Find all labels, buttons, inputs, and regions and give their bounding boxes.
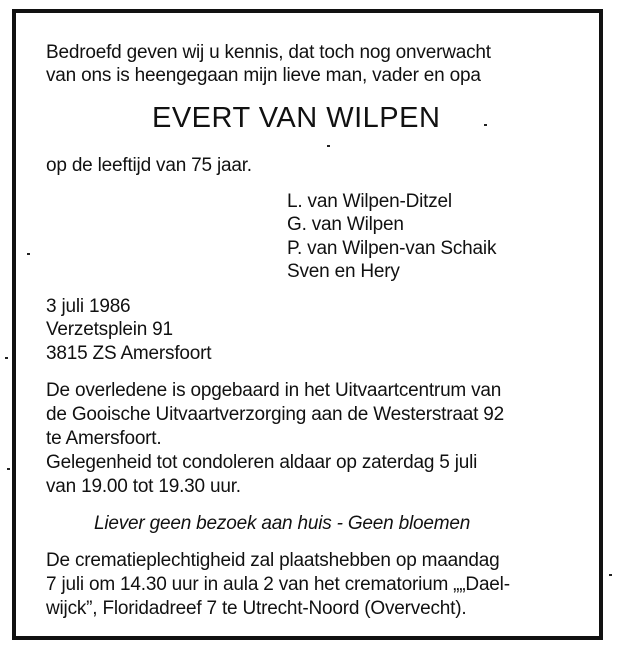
date-line: 3 juli 1986 <box>46 296 131 317</box>
print-speck <box>27 253 30 255</box>
deceased-name: EVERT VAN WILPEN <box>152 102 441 134</box>
cremation-line-2: 7 juli om 14.30 uur in aula 2 van het crematorium „„Dael- <box>46 574 510 595</box>
viewing-line-2: de Gooische Uitvaartverzorging aan de Westerstraat 92 <box>46 404 504 425</box>
print-speck <box>7 468 10 470</box>
age-line: op de leeftijd van 75 jaar. <box>46 155 252 176</box>
cremation-line-3: wijck”, Floridadreef 7 te Utrecht-Noord (Overvecht). <box>46 598 467 619</box>
print-speck <box>327 145 330 147</box>
family-member-2: G. van Wilpen <box>287 214 404 235</box>
print-speck <box>5 357 8 359</box>
viewing-line-4: Gelegenheid tot condoleren aldaar op zaterdag 5 juli <box>46 452 478 473</box>
print-speck <box>484 124 487 126</box>
viewing-line-1: De overledene is opgebaard in het Uitvaartcentrum van <box>46 380 502 401</box>
family-member-3: P. van Wilpen-van Schaik <box>287 238 497 259</box>
cremation-line-1: De crematieplechtigheid zal plaatshebben op maandag <box>46 550 500 571</box>
intro-line-1: Bedroefd geven wij u kennis, dat toch nog onverwacht <box>46 42 491 63</box>
viewing-line-3: te Amersfoort. <box>46 428 162 449</box>
family-member-1: L. van Wilpen-Ditzel <box>287 191 452 212</box>
family-member-4: Sven en Hery <box>287 261 400 282</box>
request-line: Liever geen bezoek aan huis - Geen bloemen <box>94 513 471 534</box>
viewing-line-5: van 19.00 tot 19.30 uur. <box>46 476 241 497</box>
intro-line-2: van ons is heengegaan mijn lieve man, vader en opa <box>46 65 481 86</box>
street-line: Verzetsplein 91 <box>46 319 173 340</box>
postal-line: 3815 ZS Amersfoort <box>46 343 212 364</box>
print-speck <box>609 574 612 576</box>
